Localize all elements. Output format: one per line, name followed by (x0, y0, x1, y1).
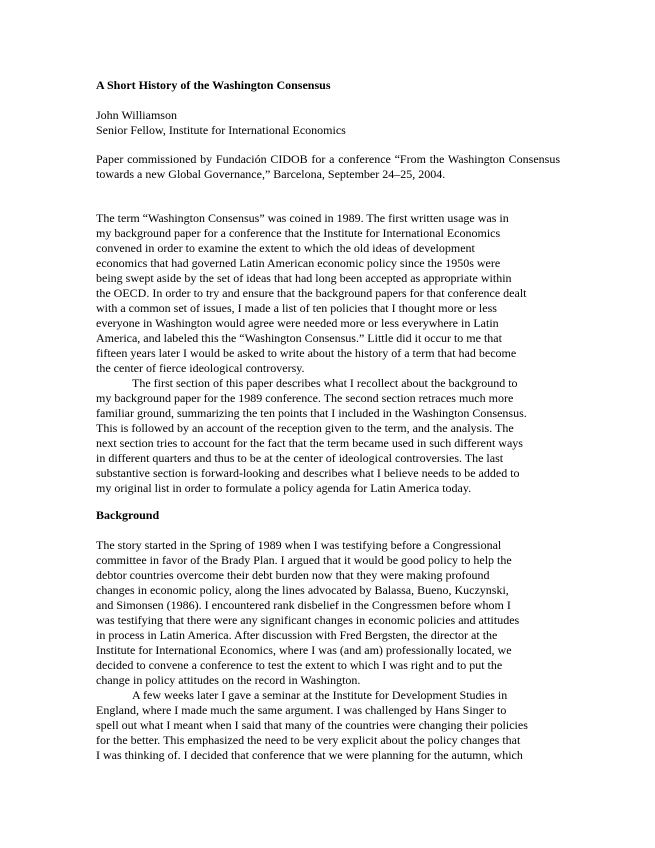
text-line: next section tries to account for the fact that the term became used in such different ways (96, 436, 523, 450)
intro-section (96, 211, 560, 496)
author-block (96, 108, 560, 138)
text-line: with a common set of issues, I made a list of ten policies that I thought more or less (96, 301, 497, 315)
text-line: everyone in Washington would agree were needed more or less everywhere in Latin (96, 316, 499, 330)
paper-title: A Short History of the Washington Consensus (96, 78, 331, 92)
text-line: The term “Washington Consensus” was coined in 1989. The first written usage was in (96, 211, 509, 225)
intro-paragraph-1 (96, 211, 560, 376)
text-line: for the better. This emphasized the need to be very explicit about the policy changes that (96, 733, 521, 747)
background-paragraph-2 (96, 688, 560, 763)
background-section (96, 538, 560, 763)
text-line: in process in Latin America. After discussion with Fred Bergsten, the director at the (96, 628, 498, 642)
text-line: being swept aside by the set of ideas that had long been accepted as appropriate within (96, 271, 512, 285)
text-line: familiar ground, summarizing the ten points that I included in the Washington Consensus. (96, 406, 527, 420)
text-line: change in policy attitudes on the record in Washington. (96, 673, 361, 687)
text-line: The first section of this paper describes what I recollect about the background to (132, 376, 518, 390)
text-line: The story started in the Spring of 1989 when I was testifying before a Congressional (96, 538, 502, 552)
text-line: and Simonsen (1986). I encountered rank disbelief in the Congressmen before whom I (96, 598, 511, 612)
author-name: John Williamson (96, 108, 177, 122)
text-line: spell out what I meant when I said that many of the countries were changing their policies (96, 718, 528, 732)
text-line: my background paper for the 1989 conference. The second section retraces much more (96, 391, 514, 405)
text-line: decided to convene a conference to test the extent to which I was right and to put the (96, 658, 503, 672)
text-line: committee in favor of the Brady Plan. I argued that it would be good policy to help the (96, 553, 512, 567)
text-line: convened in order to examine the extent to which the old ideas of development (96, 241, 475, 255)
author-affiliation: Senior Fellow, Institute for International Economics (96, 123, 346, 137)
text-line: This is followed by an account of the reception given to the term, and the analysis. The (96, 421, 514, 435)
text-line: my original list in order to formulate a policy agenda for Latin America today. (96, 481, 472, 495)
text-line: economics that had governed Latin American economic policy since the 1950s were (96, 256, 501, 270)
background-paragraph-1 (96, 538, 560, 688)
text-line: substantive section is forward-looking and describes what I believe needs to be added to (96, 466, 520, 480)
section-heading-background: Background (96, 508, 160, 522)
text-line: the OECD. In order to try and ensure that the background papers for that conference dealt (96, 286, 527, 300)
text-line: my background paper for a conference that the Institute for International Economics (96, 226, 501, 240)
intro-paragraph-2 (96, 376, 560, 496)
text-line: Institute for International Economics, where I was (and am) professionally located, we (96, 643, 512, 657)
text-line: was testifying that there were any significant changes in economic policies and attitudes (96, 613, 520, 627)
text-line: in different quarters and thus to be at the center of ideological controversies. The last (96, 451, 504, 465)
text-line: fifteen years later I would be asked to write about the history of a term that had become (96, 346, 517, 360)
text-line: England, where I made much the same argument. I was challenged by Hans Singer to (96, 703, 507, 717)
text-line: I was thinking of. I decided that conference that we were planning for the autumn, which (96, 748, 523, 762)
text-line: America, and labeled this the “Washington Consensus.” Little did it occur to me that (96, 331, 502, 345)
text-line: the center of fierce ideological controversy. (96, 361, 305, 375)
commission-note: Paper commissioned by Fundación CIDOB for a conference “From the Washington Consensus towards a new Global Governance,” Barcelona, September 24–25, 2004. (96, 152, 560, 181)
text-line: changes in economic policy, along the lines advocated by Balassa, Bueno, Kuczynski, (96, 583, 509, 597)
text-line: A few weeks later I gave a seminar at the Institute for Development Studies in (132, 688, 508, 702)
text-line: debtor countries overcome their debt burden now that they were making profound (96, 568, 490, 582)
